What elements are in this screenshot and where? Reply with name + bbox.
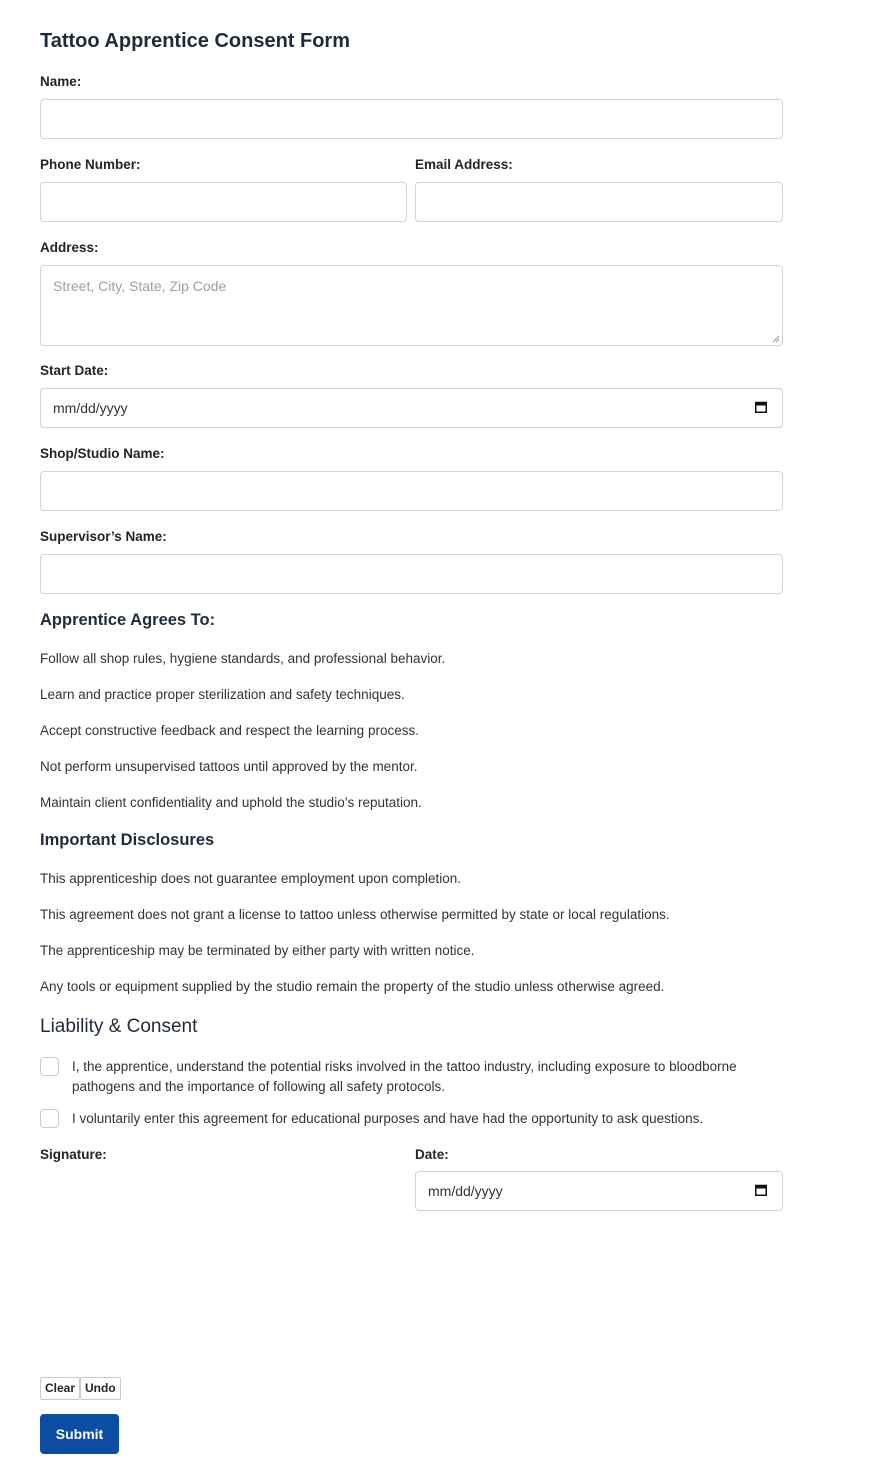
agree-item: Maintain client confidentiality and uphold the studio’s reputation. [40, 795, 422, 810]
date-label: Date: [415, 1147, 449, 1162]
date-field[interactable] [415, 1171, 783, 1211]
phone-label: Phone Number: [40, 157, 141, 172]
agree-item: Learn and practice proper sterilization and safety techniques. [40, 687, 405, 702]
address-input[interactable] [41, 266, 782, 345]
supervisor-label: Supervisor’s Name: [40, 529, 167, 544]
start-date-field[interactable] [40, 388, 783, 428]
agrees-heading: Apprentice Agrees To: [40, 611, 216, 629]
risk-checkbox[interactable] [40, 1057, 59, 1076]
resize-handle-icon[interactable] [772, 335, 780, 343]
disclosures-heading: Important Disclosures [40, 831, 215, 849]
disclosure-item: The apprenticeship may be terminated by either party with written notice. [40, 943, 475, 958]
name-field[interactable] [40, 99, 783, 139]
voluntary-checkbox[interactable] [40, 1109, 59, 1128]
date-value: mm/dd/yyyy [428, 1183, 503, 1199]
start-date-label: Start Date: [40, 363, 109, 378]
supervisor-field[interactable] [40, 554, 783, 594]
shop-input[interactable] [41, 472, 782, 510]
calendar-icon[interactable] [755, 401, 767, 413]
risk-checkbox-label: I, the apprentice, understand the potential risks involved in the tattoo industry, including exposure to bloodborne pathogens and the importance of following all safety protocols. [72, 1059, 737, 1094]
name-input[interactable] [41, 100, 782, 138]
email-field[interactable] [415, 182, 783, 222]
address-field[interactable] [40, 265, 783, 346]
consent-heading: Liability & Consent [40, 1016, 198, 1037]
submit-button[interactable]: Submit [40, 1414, 119, 1454]
calendar-icon[interactable] [755, 1184, 767, 1196]
agree-item: Follow all shop rules, hygiene standards, and professional behavior. [40, 651, 446, 666]
phone-field[interactable] [40, 182, 407, 222]
undo-button[interactable]: Undo [80, 1377, 121, 1400]
agree-item: Accept constructive feedback and respect the learning process. [40, 723, 419, 738]
email-label: Email Address: [415, 157, 513, 172]
start-date-value: mm/dd/yyyy [53, 400, 128, 416]
page-title: Tattoo Apprentice Consent Form [40, 30, 350, 52]
voluntary-checkbox-label: I voluntarily enter this agreement for educational purposes and have had the opportunity to ask questions. [72, 1111, 704, 1126]
agree-item: Not perform unsupervised tattoos until approved by the mentor. [40, 759, 418, 774]
phone-input[interactable] [41, 183, 406, 221]
name-label: Name: [40, 74, 82, 89]
shop-field[interactable] [40, 471, 783, 511]
address-label: Address: [40, 240, 99, 255]
disclosure-item: This apprenticeship does not guarantee employment upon completion. [40, 871, 462, 886]
disclosure-item: This agreement does not grant a license to tattoo unless otherwise permitted by state or local regulations. [40, 907, 670, 922]
shop-label: Shop/Studio Name: [40, 446, 165, 461]
signature-label: Signature: [40, 1147, 107, 1162]
signature-pad[interactable] [40, 1170, 407, 1370]
clear-button[interactable]: Clear [40, 1377, 80, 1400]
email-input[interactable] [416, 183, 782, 221]
supervisor-input[interactable] [41, 555, 782, 593]
disclosure-item: Any tools or equipment supplied by the studio remain the property of the studio unless otherwise agreed. [40, 979, 665, 994]
